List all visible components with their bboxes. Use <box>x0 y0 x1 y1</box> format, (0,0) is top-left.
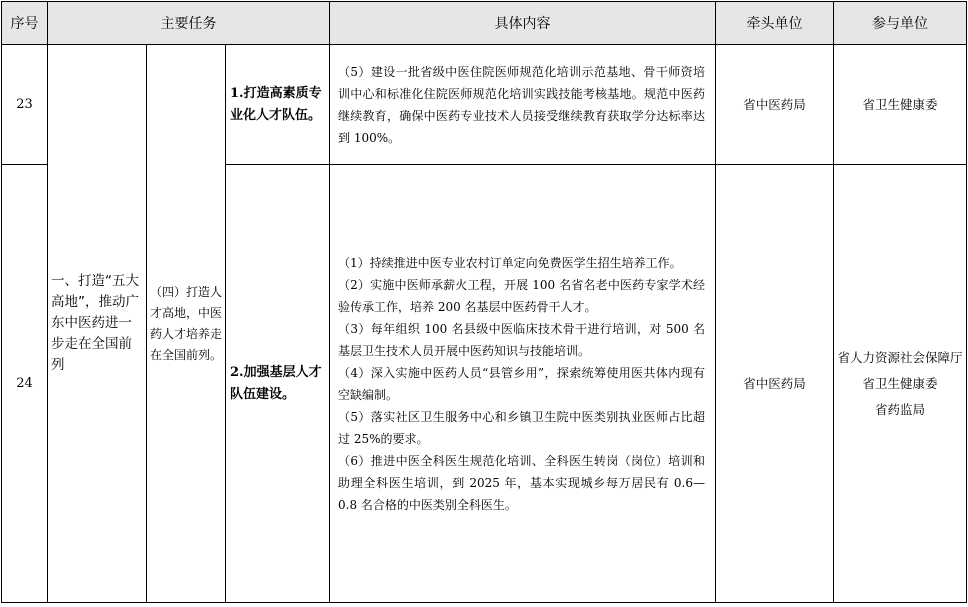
header-lead: 牵头单位 <box>716 2 834 45</box>
participate-unit: 省卫生健康委 <box>862 96 938 112</box>
header-row <box>2 2 967 45</box>
row-task: 1.打造高素质专业化人才队伍。 <box>226 45 330 165</box>
table-row <box>2 45 967 165</box>
row-participate-units <box>834 45 967 165</box>
row-seq: 24 <box>2 165 48 603</box>
header-participate: 参与单位 <box>834 2 967 45</box>
row-lead-unit: 省中医药局 <box>716 165 834 603</box>
content-item: （6）推进中医全科医生规范化培训、全科医生转岗（岗位）培训和助理全科医生培训，到 2025 年，基本实现城乡每万居民有 0.6—0.8 名合格的中医类别全科医生。 <box>338 453 705 512</box>
row-seq: 23 <box>2 45 48 165</box>
content-item: （5）建设一批省级中医住院医师规范化培训示范基地、骨干师资培训中心和标准化住院医师规范化培训实践技能考核基地。规范中医药继续教育，确保中医药专业技术人员接受继续教育获取学分达标率达到 100%。 <box>338 64 705 145</box>
row-content <box>330 165 716 603</box>
row-lead-unit: 省中医药局 <box>716 45 834 165</box>
content-item: （2）实施中医师承薪火工程，开展 100 名省名老中医药专家学术经验传承工作，培养 200 名基层中医药骨干人才。 <box>338 277 705 314</box>
participate-unit: 省药监局 <box>874 401 925 417</box>
task-table <box>1 1 967 603</box>
main-task-level2: （四）打造人才高地，中医药人才培养走在全国前列。 <box>147 45 226 603</box>
main-task-level1: 一、打造“五大高地”，推动广东中医药进一步走在全国前列 <box>48 45 147 603</box>
content-item: （4）深入实施中医药人员“县管乡用”，探索统筹使用医共体内现有空缺编制。 <box>338 365 705 402</box>
header-seq: 序号 <box>2 2 48 45</box>
row-participate-units <box>834 165 967 603</box>
row-content <box>330 45 716 165</box>
content-item: （1）持续推进中医专业农村订单定向免费医学生招生培养工作。 <box>338 255 682 270</box>
row-task: 2.加强基层人才队伍建设。 <box>226 165 330 603</box>
participate-unit: 省人力资源社会保障厅 <box>837 349 963 365</box>
participate-unit: 省卫生健康委 <box>862 375 938 391</box>
content-item: （3）每年组织 100 名县级中医临床技术骨干进行培训，对 500 名基层卫生技术人员开展中医药知识与技能培训。 <box>338 321 705 358</box>
content-item: （5）落实社区卫生服务中心和乡镇卫生院中医类别执业医师占比超过 25%的要求。 <box>338 409 705 446</box>
header-content: 具体内容 <box>330 2 716 45</box>
header-main-task: 主要任务 <box>48 2 330 45</box>
